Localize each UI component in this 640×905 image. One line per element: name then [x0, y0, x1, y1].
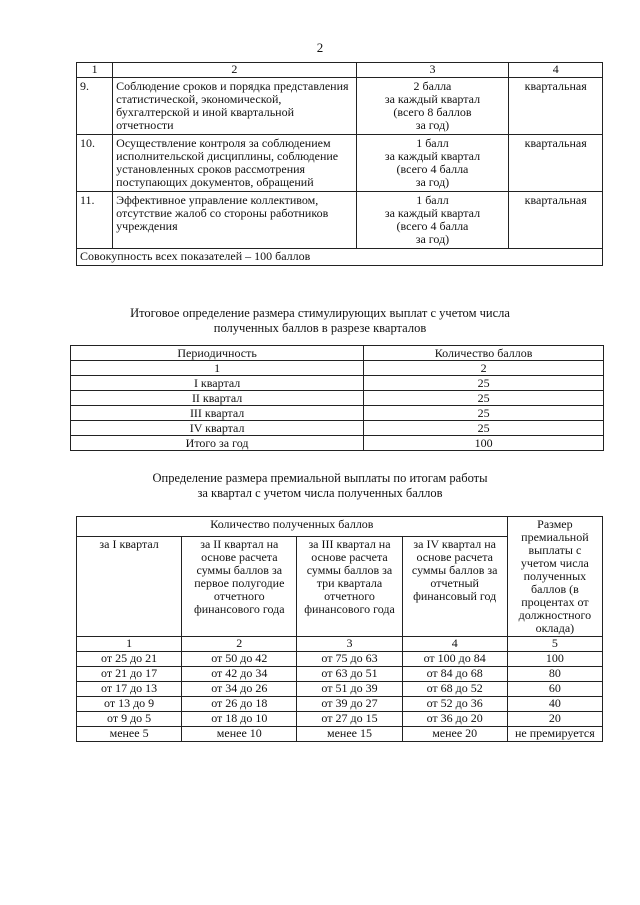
table-cell: от 39 до 27 [297, 697, 402, 712]
criteria-total-row [77, 249, 603, 266]
criteria-row [77, 135, 603, 192]
table-cell: от 26 до 18 [182, 697, 297, 712]
period-cell: Итого за год [71, 436, 364, 451]
header-cell: за I квартал [77, 536, 182, 636]
header-cell: Периодичность [71, 346, 364, 361]
table-row [77, 727, 603, 742]
points-cell: 25 [364, 376, 604, 391]
table-row [77, 712, 603, 727]
criteria-period: квартальная [509, 78, 603, 135]
table-cell: от 63 до 51 [297, 667, 402, 682]
index-cell: 1 [77, 637, 182, 652]
criteria-name: Эффективное управление коллективом, отсутствие жалоб со стороны работников учреждения [113, 192, 356, 249]
table-cell: от 84 до 68 [402, 667, 507, 682]
header-cell: за III квартал на основе расчета суммы баллов за три квартала отчетного финансового года [297, 536, 402, 636]
period-cell: II квартал [71, 391, 364, 406]
points-cell: 100 [364, 436, 604, 451]
criteria-number: 11. [77, 192, 113, 249]
quarterly-header-row [71, 346, 604, 361]
table-row [77, 652, 603, 667]
index-cell: 5 [507, 637, 602, 652]
points-cell: 25 [364, 391, 604, 406]
table-cell: от 51 до 39 [297, 682, 402, 697]
points-cell: 25 [364, 406, 604, 421]
table-cell: менее 5 [77, 727, 182, 742]
table-cell: от 13 до 9 [77, 697, 182, 712]
header-cell: за II квартал на основе расчета суммы баллов за первое полугодие отчетного финансового года [182, 536, 297, 636]
index-cell: 4 [402, 637, 507, 652]
table-cell: от 21 до 17 [77, 667, 182, 682]
table-row [77, 667, 603, 682]
quarterly-points-table [70, 345, 604, 451]
table-row [71, 376, 604, 391]
table-cell: не премируется [507, 727, 602, 742]
table-cell: от 100 до 84 [402, 652, 507, 667]
period-cell: IV квартал [71, 421, 364, 436]
header-cell: 2 [113, 63, 356, 78]
table-cell: от 68 до 52 [402, 682, 507, 697]
points-cell: 25 [364, 421, 604, 436]
index-cell: 2 [182, 637, 297, 652]
bonus-index-row [77, 637, 603, 652]
criteria-number: 10. [77, 135, 113, 192]
table-cell: 100 [507, 652, 602, 667]
criteria-total: Совокупность всех показателей – 100 баллов [77, 249, 603, 266]
table-cell: 20 [507, 712, 602, 727]
index-cell: 2 [364, 361, 604, 376]
table-cell: от 25 до 21 [77, 652, 182, 667]
period-cell: III квартал [71, 406, 364, 421]
table-cell: от 42 до 34 [182, 667, 297, 682]
criteria-period: квартальная [509, 192, 603, 249]
table-cell: от 18 до 10 [182, 712, 297, 727]
bonus-size-header: Размер премиальной выплаты с учетом числа полученных баллов (в процентах от должностного оклада) [507, 517, 602, 637]
header-cell: 3 [356, 63, 509, 78]
criteria-points: 2 балла за каждый квартал (всего 8 баллов за год) [356, 78, 509, 135]
criteria-number: 9. [77, 78, 113, 135]
table-cell: менее 20 [402, 727, 507, 742]
table-cell: от 75 до 63 [297, 652, 402, 667]
table-cell: от 52 до 36 [402, 697, 507, 712]
table-cell: от 36 до 20 [402, 712, 507, 727]
criteria-name: Соблюдение сроков и порядка представления статистической, экономической, бухгалтерской и иной квартальной отчетности [113, 78, 356, 135]
table-cell: менее 15 [297, 727, 402, 742]
table-cell: от 34 до 26 [182, 682, 297, 697]
header-cell: 4 [509, 63, 603, 78]
page-number: 2 [316, 40, 324, 55]
criteria-row [77, 192, 603, 249]
table-cell: 40 [507, 697, 602, 712]
table-row [71, 436, 604, 451]
table-cell: 80 [507, 667, 602, 682]
header-cell: 1 [77, 63, 113, 78]
header-cell: за IV квартал на основе расчета суммы баллов за отчетный финансовый год [402, 536, 507, 636]
table-cell: от 9 до 5 [77, 712, 182, 727]
table-cell: менее 10 [182, 727, 297, 742]
index-cell: 3 [297, 637, 402, 652]
bonus-caption: Определение размера премиальной выплаты по итогам работы за квартал с учетом числа полученных баллов [152, 471, 488, 500]
criteria-header-row [77, 63, 603, 78]
period-cell: I квартал [71, 376, 364, 391]
index-cell: 1 [71, 361, 364, 376]
table-cell: от 27 до 15 [297, 712, 402, 727]
table-row [77, 682, 603, 697]
criteria-row [77, 78, 603, 135]
bonus-table [76, 516, 603, 742]
criteria-name: Осуществление контроля за соблюдением исполнительской дисциплины, соблюдение установленных сроков рассмотрения поступающих документов, обращений [113, 135, 356, 192]
header-cell: Количество баллов [364, 346, 604, 361]
group-header-cell: Количество полученных баллов [77, 517, 508, 537]
quarterly-index-row [71, 361, 604, 376]
table-cell: 60 [507, 682, 602, 697]
table-row [71, 391, 604, 406]
criteria-points: 1 балл за каждый квартал (всего 4 балла за год) [356, 192, 509, 249]
bonus-group-header-row [77, 517, 603, 537]
table-row [77, 697, 603, 712]
table-row [71, 421, 604, 436]
criteria-period: квартальная [509, 135, 603, 192]
table-cell: от 50 до 42 [182, 652, 297, 667]
criteria-table [76, 62, 603, 266]
criteria-points: 1 балл за каждый квартал (всего 4 балла за год) [356, 135, 509, 192]
quarterly-points-caption: Итоговое определение размера стимулирующих выплат с учетом числа полученных баллов в разрезе кварталов [130, 306, 510, 335]
table-row [71, 406, 604, 421]
table-cell: от 17 до 13 [77, 682, 182, 697]
